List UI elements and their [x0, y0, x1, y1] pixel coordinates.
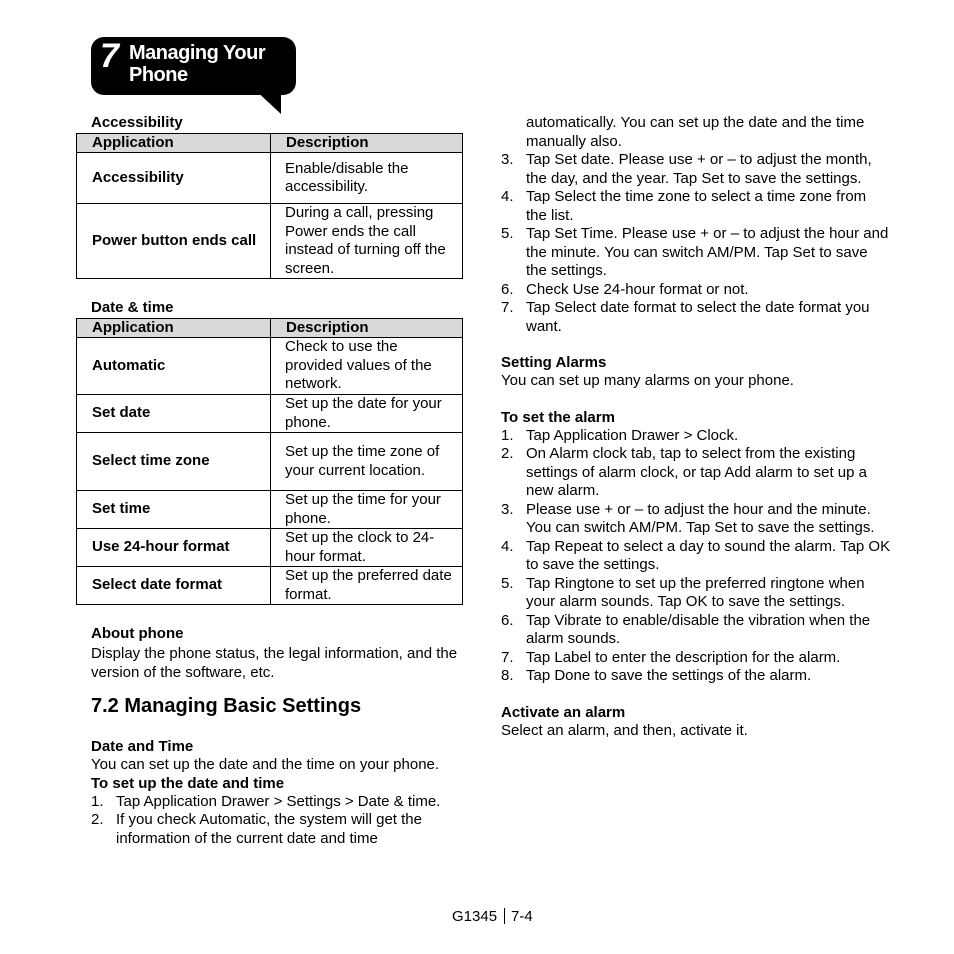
date-and-time-heading: Date and Time [91, 738, 194, 755]
table-row [77, 395, 463, 433]
setup-steps-list [91, 793, 476, 849]
table-cell-application: Select date format [77, 567, 271, 605]
list-item: 1. Tap Application Drawer > Settings > Date & time. [91, 792, 441, 810]
table-cell-description: Set up the date for your phone. [271, 395, 463, 433]
date-time-table-heading: Date & time [91, 299, 174, 316]
list-item: 7. Tap Select date format to select the date format you want. [501, 299, 870, 335]
page-number: 7-4 [511, 908, 533, 925]
date-time-table [76, 318, 463, 605]
setup-steps-list-continued [501, 151, 891, 336]
chapter-title: Managing Your Phone [129, 42, 266, 86]
table-cell-description: Set up the preferred date format. [271, 567, 463, 605]
table-row [77, 153, 463, 204]
table-cell-description: Set up the time for your phone. [271, 491, 463, 529]
list-item: 6. Check Use 24-hour format or not. [501, 280, 749, 298]
table-cell-description: Set up the clock to 24-hour format. [271, 529, 463, 567]
footer-divider [504, 908, 505, 924]
table-row [77, 491, 463, 529]
table-cell-application: Use 24-hour format [77, 529, 271, 567]
accessibility-heading: Accessibility [91, 114, 183, 131]
table-row [77, 433, 463, 491]
table-row [77, 338, 463, 395]
list-item: 5. Tap Set Time. Please use + or – to adjust the hour and the minute. You can switch AM/PM. Tap Set to save the settings. [501, 225, 889, 279]
column-header-application: Application [77, 319, 271, 338]
table-cell-description: Set up the time zone of your current location. [271, 433, 463, 491]
about-phone-heading: About phone [91, 625, 184, 642]
date-and-time-text: You can set up the date and the time on your phone. [91, 756, 440, 773]
setting-alarms-text: You can set up many alarms on your phone. [501, 372, 794, 389]
table-row [77, 529, 463, 567]
table-cell-application: Power button ends call [77, 204, 271, 279]
list-item: 4. Tap Repeat to select a day to sound the alarm. Tap OK to save the settings. [501, 537, 891, 573]
set-alarm-heading: To set the alarm [501, 408, 615, 426]
accessibility-table [76, 133, 463, 279]
setup-date-time-heading: To set up the date and time [91, 774, 285, 792]
section-title: 7.2 Managing Basic Settings [91, 695, 362, 717]
list-item: 7. Tap Label to enter the description for the alarm. [501, 648, 841, 666]
list-item: 5. Tap Ringtone to set up the preferred ringtone when your alarm sounds. Tap OK to save the settings. [501, 574, 865, 610]
list-item: 3. Please use + or – to adjust the hour and the minute. You can switch AM/PM. Tap Set to save the settings. [501, 500, 875, 536]
right-column [501, 114, 891, 740]
list-item: 4. Tap Select the time zone to select a time zone from the list. [501, 188, 867, 224]
table-cell-application: Set date [77, 395, 271, 433]
list-item: 2. On Alarm clock tab, tap to select from the existing settings of alarm clock, or tap Add alarm to set up a new alarm. [501, 445, 868, 499]
table-header-row [77, 134, 463, 153]
activate-alarm-text: Select an alarm, and then, activate it. [501, 721, 748, 739]
table-cell-application: Automatic [77, 338, 271, 395]
list-item: 3. Tap Set date. Please use + or – to adjust the month, the day, and the year. Tap Set to save the settings. [501, 151, 872, 187]
setting-alarms-heading: Setting Alarms [501, 354, 607, 371]
chapter-badge-tail [253, 88, 281, 114]
section-basic-settings [91, 694, 476, 848]
list-item: 8. Tap Done to save the settings of the alarm. [501, 667, 812, 684]
table-row [77, 567, 463, 605]
column-header-application: Application [77, 134, 271, 153]
about-phone-text: Display the phone status, the legal information, and the version of the software, etc. [91, 645, 458, 681]
table-cell-application: Select time zone [77, 433, 271, 491]
page-footer [452, 908, 533, 926]
table-cell-application: Set time [77, 491, 271, 529]
table-cell-description: During a call, pressing Power ends the call instead of turning off the screen. [271, 204, 463, 279]
alarm-steps-list [501, 427, 891, 686]
list-item: 1. Tap Application Drawer > Clock. [501, 426, 739, 444]
step-2-continued: automatically. You can set up the date and the time manually also. [526, 114, 865, 150]
table-row [77, 204, 463, 279]
table-cell-application: Accessibility [77, 153, 271, 204]
list-item: 2. If you check Automatic, the system will get the information of the current date and time [91, 811, 422, 847]
table-cell-description: Check to use the provided values of the network. [271, 338, 463, 395]
column-header-description: Description [271, 319, 463, 338]
chapter-number: 7 [100, 37, 119, 75]
model-number: G1345 [452, 908, 498, 925]
table-cell-description: Enable/disable the accessibility. [271, 153, 463, 204]
table-header-row [77, 319, 463, 338]
column-header-description: Description [271, 134, 463, 153]
list-item: 6. Tap Vibrate to enable/disable the vibration when the alarm sounds. [501, 611, 871, 647]
about-phone-block [91, 625, 471, 682]
activate-alarm-heading: Activate an alarm [501, 703, 626, 721]
